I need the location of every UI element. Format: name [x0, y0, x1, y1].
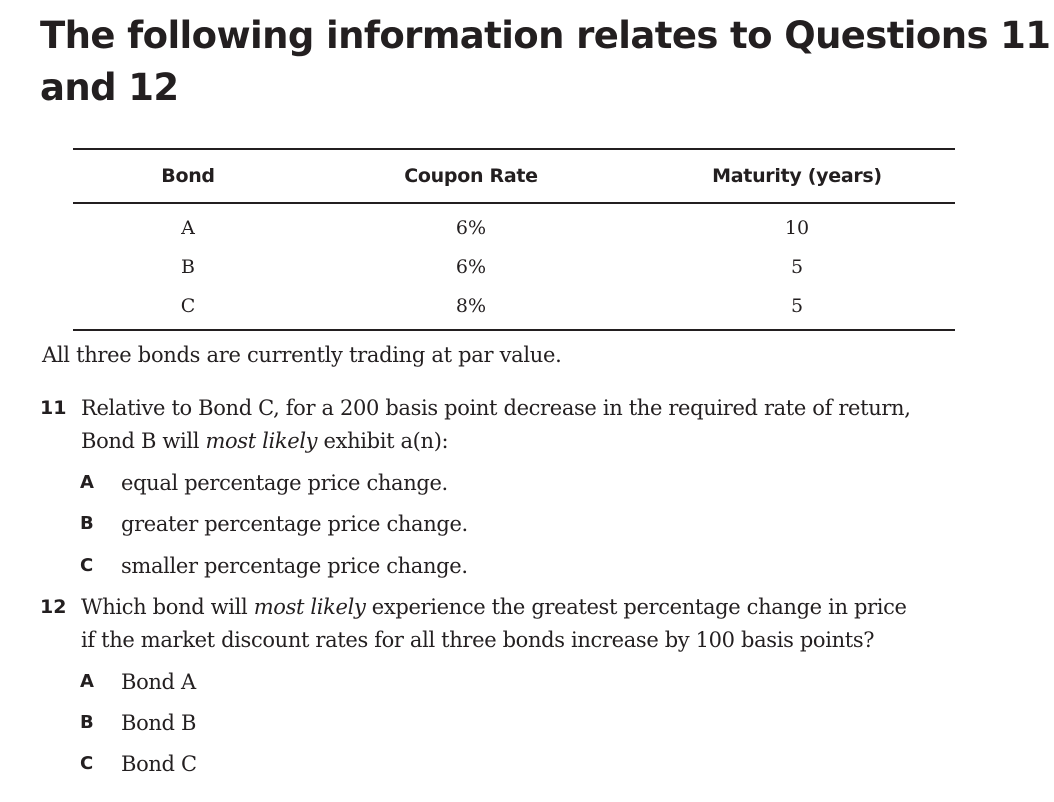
question-text [81, 392, 911, 458]
par-value-note: All three bonds are currently trading at par value. [42, 343, 562, 367]
bond-name-cell: A [181, 216, 195, 239]
option-letter: A [80, 671, 94, 692]
table-header-row [73, 149, 955, 203]
option-text: Bond B [121, 711, 197, 735]
question-text [81, 591, 907, 657]
heading-line-2: and 12 [40, 66, 179, 109]
option-letter: A [80, 472, 94, 493]
question-line-1: Relative to Bond C, for a 200 basis point decrease in the required rate of return, [81, 396, 911, 420]
heading-line-1: The following information relates to Questions 11 [40, 14, 1051, 57]
header-bond: Bond [73, 149, 303, 203]
option-text: Bond C [121, 752, 197, 776]
emphasis-text: most likely [205, 429, 318, 453]
maturity-cell: 5 [790, 294, 804, 317]
section-heading [40, 10, 1051, 114]
question-line-2 [81, 425, 911, 458]
table-row [73, 247, 955, 286]
question-text-segment: exhibit a(n): [317, 429, 449, 453]
question-text-segment: experience the greatest percentage change in price [365, 595, 907, 619]
coupon-rate-cell: 6% [455, 216, 487, 239]
option-letter: C [80, 753, 94, 774]
option-text: smaller percentage price change. [121, 554, 468, 578]
bond-table [73, 148, 955, 331]
question-text-segment: Which bond will [81, 595, 254, 619]
option-text: Bond A [121, 670, 196, 694]
option-letter: C [80, 555, 94, 576]
question-number: 11 [40, 397, 67, 419]
option-letter: B [80, 513, 94, 534]
option-text: equal percentage price change. [121, 471, 448, 495]
header-coupon-rate: Coupon Rate [303, 149, 639, 203]
option-letter: B [80, 712, 94, 733]
coupon-rate-cell: 8% [455, 294, 487, 317]
table-row [73, 286, 955, 330]
table-row [73, 203, 955, 247]
header-maturity: Maturity (years) [639, 149, 955, 203]
bond-name-cell: C [180, 294, 196, 317]
question-line-1 [81, 591, 907, 624]
coupon-rate-cell: 6% [455, 255, 487, 278]
question-text-segment: Bond B will [81, 429, 206, 453]
question-line-2: if the market discount rates for all three bonds increase by 100 basis points? [81, 628, 875, 652]
maturity-cell: 10 [784, 216, 810, 239]
question-number: 12 [40, 596, 67, 618]
option-text: greater percentage price change. [121, 512, 468, 536]
bond-name-cell: B [181, 255, 195, 278]
emphasis-text: most likely [253, 595, 366, 619]
maturity-cell: 5 [790, 255, 804, 278]
